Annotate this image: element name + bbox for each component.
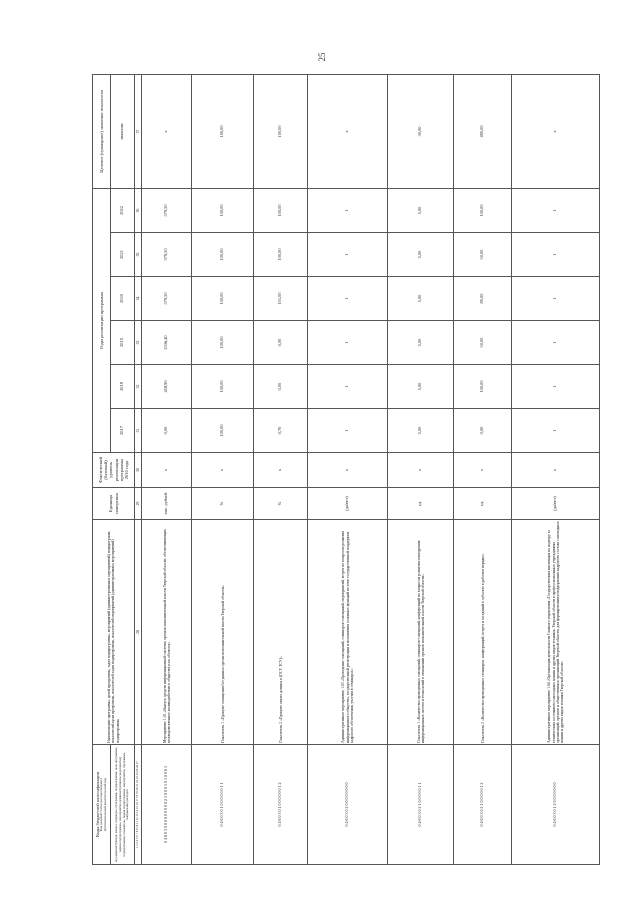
row-actual-cell: х: [454, 453, 512, 488]
row-actual-cell: х: [192, 453, 254, 488]
row-year-value-cell: 5,00: [388, 188, 454, 232]
row-year-value-cell: 100,00: [192, 409, 254, 453]
row-year-value-cell: 1: [308, 277, 388, 321]
row-year-value-cell: 50,00: [454, 233, 512, 277]
row-unit-cell: %: [254, 488, 308, 520]
row-year-value-cell: 100,00: [192, 321, 254, 365]
row-year-value-cell: 100,00: [192, 233, 254, 277]
name-column-header: Наименование программы, целей программы, задач подпрограммы, мероприятий (административных мероприятий) подпрограмм, показателей цели программы, показателей задач подпрограммы, показателей мероприятий (административных мероприятий) подпрограммы: [93, 520, 135, 745]
row-codes-cell: 0 4 6 0 3 0 2 1 0 0 0 0 0 1 2: [454, 745, 512, 865]
row-year-value-cell: 100,00: [254, 233, 308, 277]
row-unit-cell: ед.: [388, 488, 454, 520]
row-unit-cell: (да/нет): [308, 488, 388, 520]
years-group-header: Годы реализации программы: [93, 188, 111, 452]
row-year-value-cell: 100,00: [454, 188, 512, 232]
table-row: [254, 74, 308, 864]
row-year-value-cell: 1: [308, 321, 388, 365]
index-cell: 37: [135, 74, 142, 188]
table-row: [388, 74, 454, 864]
table-row: [308, 74, 388, 864]
row-year-value-cell: 1: [512, 233, 600, 277]
row-year-value-cell: 0,00: [254, 365, 308, 409]
row-actual-cell: х: [254, 453, 308, 488]
row-codes-cell: 0 4 6 0 3 0 0 0 0 0 0 0 0 0 2 1 0 0 0 1 0 1 0 0 6 1: [142, 745, 192, 865]
row-codes-cell: 0 4 6 0 3 0 2 0 0 0 0 0 0 0 0: [308, 745, 388, 865]
index-cell: 28: [135, 520, 142, 745]
row-year-value-cell: 1: [512, 321, 600, 365]
row-year-value-cell: 2336,40: [142, 321, 192, 365]
row-year-value-cell: 1: [512, 277, 600, 321]
row-year-value-cell: 5,00: [388, 365, 454, 409]
row-year-value-cell: 579,50: [142, 233, 192, 277]
row-year-value-cell: 80,00: [454, 277, 512, 321]
row-final-value-cell: 490,00: [454, 74, 512, 188]
row-year-value-cell: 5,00: [388, 233, 454, 277]
row-codes-cell: 0 4 6 0 3 0 1 0 0 0 0 0 0 1 1: [192, 745, 254, 865]
index-cell: 36: [135, 188, 142, 232]
table-row: [192, 74, 254, 864]
index-cell: 34: [135, 277, 142, 321]
row-codes-cell: 0 4 6 0 3 0 1 2 0 0 0 0 0 0 0: [512, 745, 600, 865]
row-year-value-cell: 0,00: [142, 409, 192, 453]
row-year-value-cell: 100,00: [192, 188, 254, 232]
row-year-value-cell: 1: [512, 188, 600, 232]
actual-level-column-header: Фактический (базовый) уровень реализации программы 2016 года: [93, 453, 135, 488]
row-unit-cell: (да/нет): [512, 488, 600, 520]
row-year-value-cell: 100,00: [254, 188, 308, 232]
code-columns-header: код администратора, раздел, подраздел, программа, подпрограмма, цель программы, задача подпрограммы, мероприятие (административное мероприятие) подпрограммы, показатель, задача подпрограммы, мероприятие, программа, направление расходов: [111, 745, 135, 865]
index-cell: 35: [135, 233, 142, 277]
row-year-value-cell: 100,00: [192, 277, 254, 321]
row-year-value-cell: 1: [308, 365, 388, 409]
row-name-cell: Показатель 2 «Процент охвата данных в (ПСУ ТСУ)»: [254, 520, 308, 745]
rotated-table: [92, 75, 564, 865]
row-year-value-cell: 0,00: [254, 321, 308, 365]
row-name-cell: Мероприятие 1.01 «Выпуск средств информационной системы органов исполнительной власти Тверской области, обеспечивающих межведомственное взаимодействие в обществе и на объектах»: [142, 520, 192, 745]
row-codes-cell: 0 4 6 0 3 0 2 1 0 0 0 0 0 1 1: [388, 745, 454, 865]
index-cell: 29: [135, 488, 142, 520]
unit-column-header: Единица измерения: [93, 488, 135, 520]
index-cell: 31: [135, 409, 142, 453]
year-header: 2019: [111, 321, 135, 365]
year-header: 2020: [111, 277, 135, 321]
row-final-value-cell: 100,00: [192, 74, 254, 188]
row-year-value-cell: 0,00: [454, 409, 512, 453]
row-actual-cell: х: [142, 453, 192, 488]
index-cell: 30: [135, 453, 142, 488]
row-year-value-cell: 1: [512, 409, 600, 453]
row-name-cell: Показатель 1 «Количество проведенных совещаний, семинаров-совещаний, конференций по вопросам развития и внедрения информационных систем и технологий в отношении органов исполнительной власти Тверской области»: [388, 520, 454, 745]
row-unit-cell: ед.: [454, 488, 512, 520]
row-year-value-cell: 1: [512, 365, 600, 409]
year-header: 2018: [111, 365, 135, 409]
row-year-value-cell: 0,70: [254, 409, 308, 453]
row-actual-cell: х: [308, 453, 388, 488]
row-name-cell: Показатель 1 «Процент оснащения баз данных органа исполнительной власти Тверской области»: [192, 520, 254, 745]
final-value-group-header: Целевое (суммарное) значение показателя: [93, 74, 111, 188]
row-year-value-cell: 458,90: [142, 365, 192, 409]
table-body: [142, 74, 600, 864]
final-value-header: значение: [111, 74, 135, 188]
row-year-value-cell: 5,00: [388, 277, 454, 321]
row-final-value-cell: х: [142, 74, 192, 188]
index-cell: 33: [135, 321, 142, 365]
row-year-value-cell: 579,50: [142, 188, 192, 232]
row-year-value-cell: 1: [308, 409, 388, 453]
index-cell: 32: [135, 365, 142, 409]
row-final-value-cell: 100,00: [254, 74, 308, 188]
row-year-value-cell: 579,50: [142, 277, 192, 321]
row-year-value-cell: 50,00: [454, 321, 512, 365]
program-indicators-table: [92, 74, 600, 865]
row-name-cell: Административное мероприятие 1.04 «Организация деятельности Главного управления «Государственная инспекция по надзору за техническим состоянием самоходных машин и других видов техники» Тверской области в профессиональных учреждениях организаций, органов и общественных организаций Тверской области, для формирования и поддержания кадрового состава самоходных машин и других видов техники Тверской области»: [512, 520, 600, 745]
row-actual-cell: х: [512, 453, 600, 488]
row-final-value-cell: 30,00: [388, 74, 454, 188]
budget-code-group-header: Коды бюджетной классификации Код целевой статьи расхода бюджета Дополнительный аналитический код: [93, 745, 111, 865]
page-number: 25: [317, 52, 327, 62]
row-final-value-cell: х: [512, 74, 600, 188]
row-year-value-cell: 5,00: [388, 409, 454, 453]
row-year-value-cell: 1: [308, 188, 388, 232]
row-unit-cell: тыс. рублей: [142, 488, 192, 520]
table-row: [454, 74, 512, 864]
row-final-value-cell: х: [308, 74, 388, 188]
table-row: [142, 74, 192, 864]
row-year-value-cell: 1: [308, 233, 388, 277]
row-name-cell: Административное мероприятие 1.03 «Проведение совещаний, семинаров-совещаний, мероприятий, встреч по вопросам развития информационного общества, государственной регистрации и исполнения основных функций по теме государственной поддержки кадрового обеспечения, участия в семинарах»: [308, 520, 388, 745]
row-codes-cell: 0 4 6 0 3 0 1 0 0 0 0 0 0 1 2: [254, 745, 308, 865]
row-unit-cell: %: [192, 488, 254, 520]
row-year-value-cell: 100,00: [192, 365, 254, 409]
year-header: 2017: [111, 409, 135, 453]
row-year-value-cell: 101,00: [254, 277, 308, 321]
document-table-frame: [92, 75, 564, 865]
table-row: [512, 74, 600, 864]
index-cell: 1 2 3 4 5 6 7 8 9 10 11 12 13 14 15 16 17 18 19 20 21 22 23 24 25 26 27: [135, 745, 142, 865]
row-year-value-cell: 5,00: [388, 321, 454, 365]
row-year-value-cell: 100,00: [454, 365, 512, 409]
row-name-cell: Показатель 2 «Количество проведенных семинаров, конференций, встреч и заседаний в субъекте в рабочем порядке»: [454, 520, 512, 745]
column-index-row: [135, 74, 142, 864]
row-actual-cell: х: [388, 453, 454, 488]
year-header: 2022: [111, 188, 135, 232]
year-header: 2021: [111, 233, 135, 277]
